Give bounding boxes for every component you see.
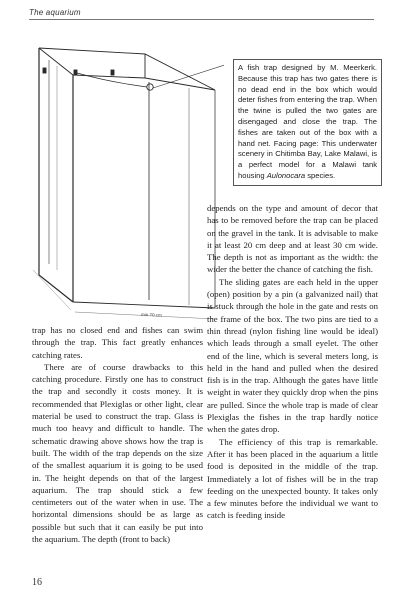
fish-trap-figure <box>29 30 224 320</box>
paragraph: trap has no closed end and fishes can swim through the trap. This fact greatly enhances catching rates. <box>32 325 203 360</box>
header-rule <box>29 19 374 20</box>
trap-pull-line <box>153 62 224 88</box>
trap-bottom-edge <box>73 302 215 308</box>
right-text-column <box>207 202 378 522</box>
caption-species-name: Aulonocara <box>266 170 306 180</box>
trap-front-left-post <box>39 48 73 302</box>
left-text-column <box>32 324 203 545</box>
dimension-line-depth <box>33 270 71 310</box>
paragraph: The efficiency of this trap is remarkable. After it has been placed in the aquarium a little food is deposited in the middle of the trap. Immediately a lot of fishes will be in the trap feeding on the unexpected bounty. It takes only a few minutes before the individual we want to catch is feeding inside <box>207 436 378 521</box>
gate-pin-right <box>111 70 114 75</box>
figure-caption <box>233 59 382 186</box>
paragraph: There are of course drawbacks to this catching procedure. Firstly one has to construct the trap and secondly it costs money. It is recommended that Plexiglas or other light, clear material be used to construct the trap. Glass is much too heavy and difficult to handle. The schematic drawing above shows how the trap is built. The width of the trap depends on the size of the smallest aquarium it is going to be used in. The height depends on that of the largest aquarium. The trap should stick a few centimeters out of the water when in use. The horizontal dimensions should be as large as possible but such that it can easily be put into the aquarium. The depth (front to back) <box>32 361 203 545</box>
paragraph: The sliding gates are each held in the upper (open) position by a pin (a galvanized nail) that is stuck through the hole in the gate and rests on the frame of the box. The two pins are tied to a thin thread (nylon fishing line would be ideal) which leads through a small eyelet. The other end of the line, which is several meters long, is held in the hand and pulled when the desired fish is in the trap. Although the gates have little weight in water they quickly drop when the pins are pulled. Since the whole trap is made of clear Plexiglas the fishes in the trap hardly notice when the gates drop. <box>207 276 378 435</box>
paragraph: depends on the type and amount of decor that has to be removed before the trap can be placed on the gravel in the tank. It is advisable to make it at least 20 cm deep and at least 30 cm wide. The depth is not as important as the width: the wider the better the chance of catching the fish. <box>207 203 378 275</box>
caption-text: A fish trap designed by M. Meerkerk. Because this trap has two gates there is no dead end in the box which would deter fishes from entering the trap. When the twine is pulled the two gates are disengaged and close the trap. The fishes are taken out of the box with a hand net. Facing page: This underwater scenery in Chitimba Bay, Lake Malawi, is a perfect model for a Malawi tank housing <box>238 63 377 180</box>
fish-trap-drawing <box>29 30 224 320</box>
trap-eyelet <box>147 84 153 90</box>
running-head: The aquarium <box>29 8 81 17</box>
gate-pin-mid <box>74 70 77 75</box>
gate-pin-left <box>43 68 46 73</box>
dimension-label: min 70 cm <box>140 312 162 318</box>
caption-text-end: species. <box>305 170 336 180</box>
page-number: 16 <box>32 577 42 588</box>
